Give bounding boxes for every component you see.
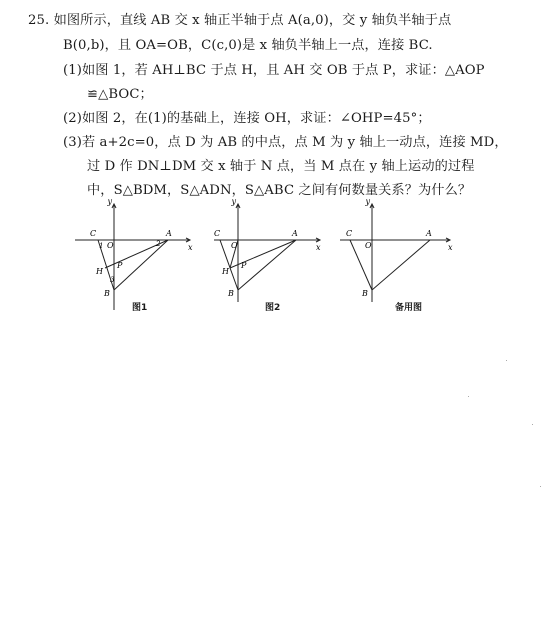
fig1-angle-1: 1	[99, 242, 104, 250]
fig1-label-H: H	[96, 267, 103, 276]
fig1-label-P: P	[117, 261, 123, 270]
fig2-label-y: y	[231, 198, 236, 206]
figure-1	[70, 198, 200, 318]
fig2-label-A: A	[292, 229, 298, 238]
fig3-label-y: y	[365, 198, 370, 206]
fig2-label-P: P	[241, 261, 247, 270]
figure-2	[212, 198, 332, 318]
problem-line-7: 过 D 作 DN⊥DM 交 x 轴于 N 点，当 M 点在 y 轴上运动的过程	[87, 159, 475, 174]
fig2-label-B: B	[228, 289, 234, 298]
fig1-label-C: C	[90, 229, 97, 238]
fig3-label-O: O	[365, 241, 372, 250]
fig2-label-x: x	[316, 243, 321, 252]
figure-backup	[338, 198, 468, 318]
problem-line-4: ≌△BOC；	[87, 87, 153, 102]
fig2-label-O: O	[231, 241, 238, 250]
fig2-label-H: H	[222, 267, 229, 276]
figure-backup-caption: 备用图	[395, 303, 423, 313]
problem-line-3: (1)如图 1，若 AH⊥BC 于点 H，且 AH 交 OB 于点 P，求证：△AOP	[63, 63, 485, 78]
fig1-label-B: B	[104, 289, 110, 298]
scan-speck	[540, 486, 541, 487]
problem-line-2: B(0,b)，且 OA=OB，C(c,0)是 x 轴负半轴上一点，连接 BC.	[63, 38, 433, 53]
fig3-label-C: C	[346, 229, 353, 238]
figure-1-caption: 图1	[132, 303, 148, 313]
figure-2-caption: 图2	[265, 303, 281, 313]
fig1-label-x: x	[188, 243, 193, 252]
problem-line-8: 中，S△BDM，S△ADN，S△ABC 之间有何数量关系？为什么？	[87, 183, 472, 198]
scan-speck	[468, 396, 469, 397]
problem-line-6: (3)若 a+2c=0，点 D 为 AB 的中点，点 M 为 y 轴上一动点，连接 MD，	[63, 135, 508, 150]
fig2-label-C: C	[214, 229, 221, 238]
fig3-label-A: A	[426, 229, 432, 238]
problem-line-5: (2)如图 2，在(1)的基础上，连接 OH，求证：∠OHP=45°；	[63, 111, 431, 126]
problem-line-1: 25. 如图所示，直线 AB 交 x 轴正半轴于点 A(a,0)，交 y 轴负半轴于点	[28, 13, 452, 28]
scan-speck	[532, 424, 533, 425]
fig1-label-O: O	[107, 241, 114, 250]
fig1-angle-3: 3	[110, 276, 115, 284]
fig1-label-A: A	[166, 229, 172, 238]
fig3-label-x: x	[448, 243, 453, 252]
scan-speck	[506, 360, 507, 361]
fig3-label-B: B	[362, 289, 368, 298]
fig1-label-y: y	[107, 198, 112, 206]
fig1-angle-2: 2	[156, 240, 161, 248]
